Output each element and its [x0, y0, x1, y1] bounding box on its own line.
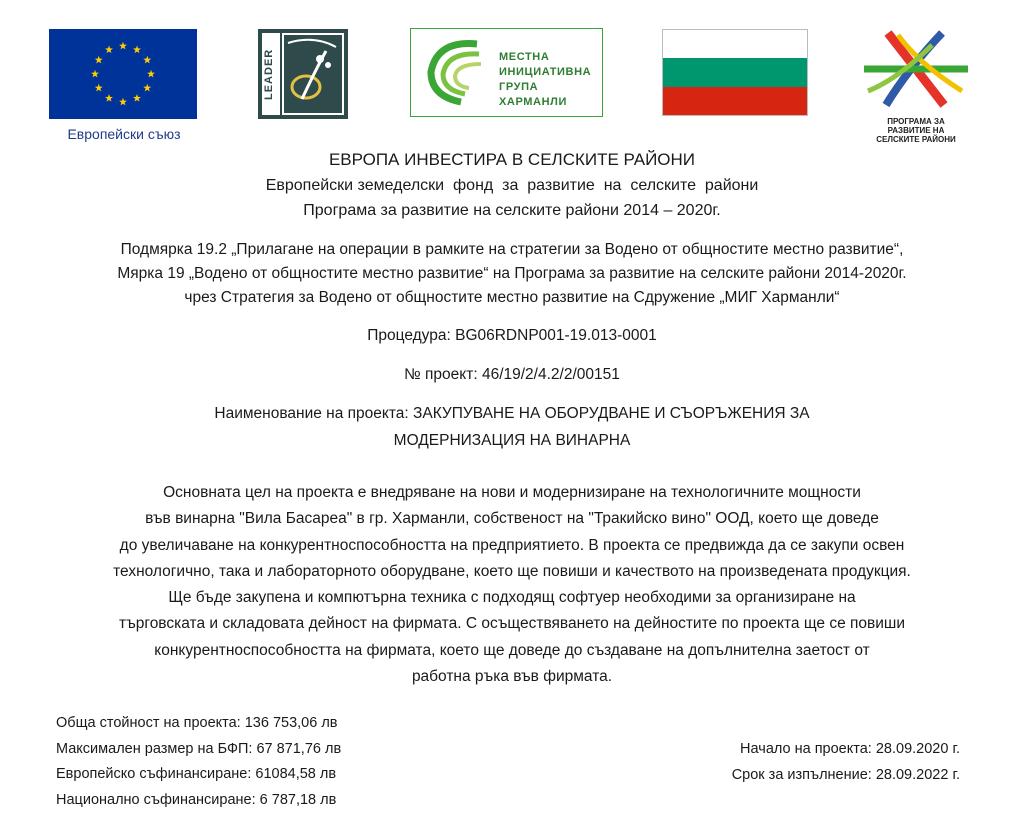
flag-white-stripe — [663, 30, 807, 58]
mig-line-1: МЕСТНА — [499, 51, 550, 63]
submeasure-line: Подмярка 19.2 „Прилагане на операции в рамките на стратегии за Водено от общностите местно развитие“, — [120, 241, 904, 258]
description-line: конкурентноспособността на фирмата, което ще доведе до създаване на допълнителна заетост от — [154, 641, 870, 659]
leader-label: LEADER — [263, 48, 275, 100]
eu-star-icon — [105, 94, 113, 102]
description-line: работна ръка във фирмата. — [411, 668, 613, 686]
bulgarian-flag — [662, 29, 808, 116]
deadline-date: Срок за изпълнение: 28.09.2022 г. — [731, 766, 960, 783]
mig-line-2: ИНИЦИАТИВНА — [499, 66, 592, 78]
description-line: до увеличаване на конкурентноспособността на предприятието. В проекта се предвижда да се закупи освен — [119, 536, 905, 554]
measure-line: Мярка 19 „Водено от общностите местно развитие“ на Програма за развитие на селските райони 2014-2020г. — [117, 265, 907, 282]
rdp-cross-icon — [858, 29, 974, 109]
total-value: Обща стойност на проекта: 136 753,06 лв — [56, 715, 338, 731]
eu-stars-icon — [49, 29, 197, 119]
project-number: № проект: 46/19/2/4.2/2/00151 — [404, 366, 620, 383]
mig-line-4: ХАРМАНЛИ — [499, 96, 567, 108]
max-grant: Максимален размер на БФП: 67 871,76 лв — [56, 740, 342, 757]
leader-logo — [258, 29, 348, 119]
rdp-caption-line-1: ПРОГРАМА ЗА — [887, 117, 945, 126]
project-description — [0, 480, 1024, 690]
eu-star-icon — [143, 56, 151, 64]
national-cofinancing: Национално съфинансиране: 6 787,18 лв — [56, 791, 337, 808]
eu-star-icon — [95, 56, 103, 64]
rdp-logo — [858, 29, 974, 109]
rdp-caption — [858, 117, 974, 144]
header-fund: Европейски земеделски фонд за развитие на селските райони — [265, 177, 759, 194]
eu-star-icon — [119, 42, 127, 50]
description-line: търговската и складовата дейност на фирмата. С осъществяването на дейностите по проекта ще се повиши — [118, 615, 906, 633]
eu-flag-logo — [49, 29, 197, 119]
header-title: ЕВРОПА ИНВЕСТИРА В СЕЛСКИТЕ РАЙОНИ — [328, 150, 696, 169]
eu-star-icon — [119, 98, 127, 106]
flag-red-stripe — [663, 87, 807, 115]
eu-star-icon — [91, 70, 99, 78]
eu-star-icon — [147, 70, 155, 78]
financing-block — [56, 711, 341, 813]
mig-harmanli-logo — [410, 28, 603, 117]
start-date: Начало на проекта: 28.09.2020 г. — [740, 741, 960, 757]
eu-star-icon — [133, 94, 141, 102]
eu-cofinancing: Европейско съфинансиране: 61084,58 лв — [56, 766, 337, 782]
eu-star-icon — [95, 84, 103, 92]
mig-line-3: ГРУПА — [499, 81, 539, 93]
procedure-code: Процедура: BG06RDNP001-19.013-0001 — [367, 327, 657, 344]
rdp-caption-line-3: СЕЛСКИТЕ РАЙОНИ — [876, 135, 956, 144]
project-name-line-2: МОДЕРНИЗАЦИЯ НА ВИНАРНА — [393, 432, 631, 449]
description-line: технологично, така и лабораторното оборудване, което ще повиши и качеството на произведената продукция. — [113, 562, 911, 580]
dates-block — [732, 737, 960, 788]
eu-star-icon — [143, 84, 151, 92]
project-name-line-1: Наименование на проекта: ЗАКУПУВАНЕ НА ОБОРУДВАНЕ И СЪОРЪЖЕНИЯ ЗА — [214, 405, 810, 422]
flag-green-stripe — [663, 58, 807, 86]
eu-caption: Европейски съюз — [67, 126, 181, 142]
eu-star-icon — [105, 46, 113, 54]
rdp-caption-line-2: РАЗВИТИЕ НА — [887, 126, 945, 135]
strategy-line: чрез Стратегия за Водено от общностите местно развитие на Сдружение „МИГ Харманли“ — [184, 289, 840, 306]
description-line: Основната цел на проекта е внедряване на нови и модернизиране на технологичните мощности — [163, 484, 861, 501]
mig-swirl-icon — [417, 30, 497, 116]
header-program: Програма за развитие на селските райони 2014 – 2020г. — [303, 202, 721, 219]
description-line: във винарна "Вила Басареа" в гр. Харманли, собственост на "Тракийско вино" ООД, което ще доведе — [145, 510, 879, 528]
eu-star-icon — [133, 46, 141, 54]
description-line: Ще бъде закупена и компютърна техника с подходящ софтуер необходими за организиране на — [168, 589, 856, 607]
